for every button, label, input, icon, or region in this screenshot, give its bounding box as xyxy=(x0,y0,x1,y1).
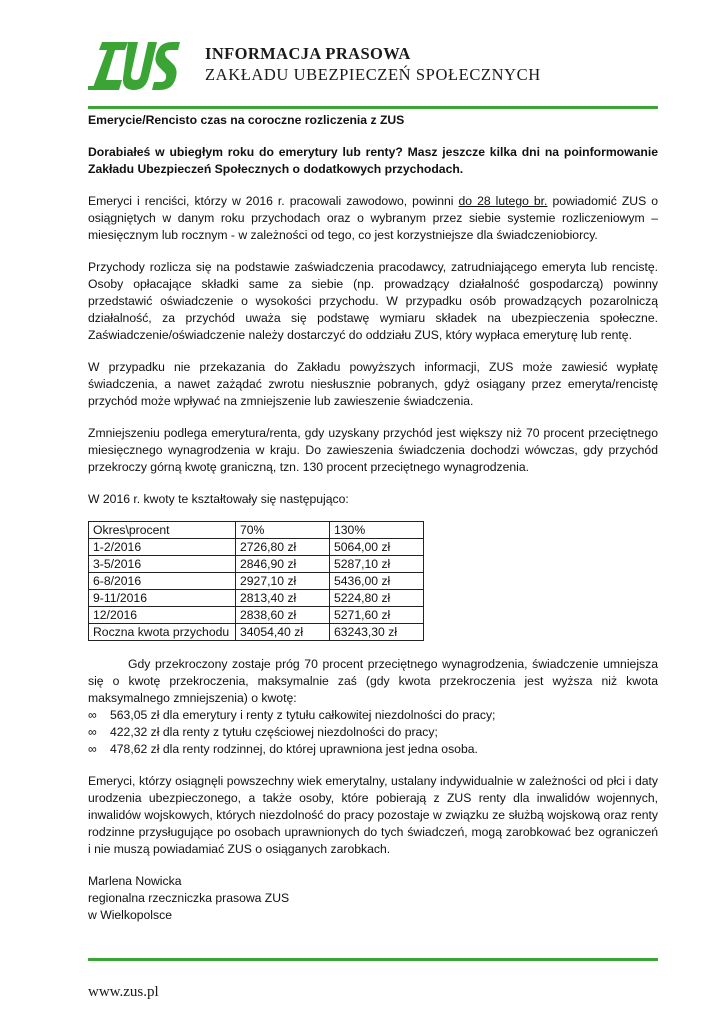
list-item-text: 422,32 zł dla renty z tytułu częściowej niezdolności do pracy; xyxy=(110,725,438,739)
table-cell: 3-5/2016 xyxy=(89,556,236,573)
article-lead: Dorabiałeś w ubiegłym roku do emerytury lub renty? Masz jeszcze kilka dni na poinformowanie Zakładu Ubezpieczeń Społecznych o dodatkowych przychodach. xyxy=(88,145,658,176)
infinity-bullet-icon: ∞ xyxy=(88,725,97,739)
table-cell: 5436,00 zł xyxy=(330,573,424,590)
table-cell: 1-2/2016 xyxy=(89,539,236,556)
footer-website: www.zus.pl xyxy=(88,984,159,1000)
table-row xyxy=(89,624,424,641)
paragraph-thresholds: Zmniejszeniu podlega emerytura/renta, gdy uzyskany przychód jest większy niż 70 procent przeciętnego miesięcznego wynagrodzenia w kraju. Do zawieszenia świadczenia dochodzi wówczas, gdy przychód przekroczy górną kwotę graniczną, tzn. 130 procent przeciętnego wynagrodzenia. xyxy=(88,426,658,474)
list-item-text: 478,62 zł dla renty rodzinnej, do której uprawniona jest jedna osoba. xyxy=(110,742,478,756)
table-cell: 2838,60 zł xyxy=(236,607,330,624)
header-subtitle: ZAKŁADU UBEZPIECZEŃ SPOŁECZNYCH xyxy=(205,65,541,84)
table-cell: 2813,40 zł xyxy=(236,590,330,607)
list-item-text: 563,05 zł dla emerytury i renty z tytułu całkowitej niezdolności do pracy; xyxy=(110,708,496,722)
table-header-cell: 70% xyxy=(236,522,330,539)
table-row xyxy=(89,573,424,590)
income-limits-table xyxy=(88,521,424,641)
infinity-bullet-icon: ∞ xyxy=(88,742,97,756)
header xyxy=(88,40,658,108)
table-row xyxy=(89,539,424,556)
paragraph-exemptions: Emeryci, którzy osiągnęli powszechny wiek emerytalny, ustalany indywidualnie w zależności od płci i daty urodzenia ubezpieczonego, a także osoby, które pobierają z ZUS renty dla inwalidów wojennych, inwalidów wojskowych, których niezdolność do pracy pozostaje w związku ze służbą wojskową oraz renty rodzinne przysługujące po osobach uprawnionych do tych świadczeń, mogą zarobkować bez ograniczeń i nie muszą powiadamiać ZUS o osiąganych zarobkach. xyxy=(88,774,658,856)
zus-logo xyxy=(88,40,184,92)
paragraph-deadline xyxy=(88,193,658,244)
article xyxy=(88,112,658,924)
paragraph-table-intro: W 2016 r. kwoty te kształtowały się następująco: xyxy=(88,492,349,506)
table-header-row xyxy=(89,522,424,539)
table-cell: Roczna kwota przychodu xyxy=(89,624,236,641)
table-cell: 5271,60 zł xyxy=(330,607,424,624)
table-cell: 6-8/2016 xyxy=(89,573,236,590)
table-cell: 9-11/2016 xyxy=(89,590,236,607)
paragraph-text: Emeryci i renciści, którzy w 2016 r. pracowali zawodowo, powinni xyxy=(88,194,459,208)
list-item xyxy=(88,741,658,758)
table-cell: 2927,10 zł xyxy=(236,573,330,590)
article-title: Emerycie/Rencisto czas na coroczne rozliczenia z ZUS xyxy=(88,113,405,127)
table-cell: 5224,80 zł xyxy=(330,590,424,607)
table-cell: 34054,40 zł xyxy=(236,624,330,641)
table-row xyxy=(89,556,424,573)
table-cell: 5287,10 zł xyxy=(330,556,424,573)
paragraph-documents: Przychody rozlicza się na podstawie zaświadczenia pracodawcy, zatrudniającego emeryta lub rencistę. Osoby opłacające składki same za siebie (np. prowadzący działalność gospodarczą) powinny przedstawić oświadczenie o wysokości przychodu. W przypadku osób prowadzących pozarolniczą działalność, za przychód uważa się podstawę wymiaru składek na ubezpieczenia społeczne. Zaświadczenie/oświadczenie należy dostarczyć do oddziału ZUS, który wypłaca emeryturę lub rentę. xyxy=(88,260,658,342)
table-header-cell: 130% xyxy=(330,522,424,539)
signature-region: w Wielkopolsce xyxy=(88,908,172,922)
paragraph-text: powiadomić ZUS o osiągniętych w danym roku przychodach oraz o wybranym przez siebie systemie rozliczeniowym – miesięcznym lub rocznym - w zależności od tego, co jest korzystniejsze dla świadczeniobiorcy. xyxy=(88,194,658,242)
signature-role: regionalna rzeczniczka prasowa ZUS xyxy=(88,891,290,905)
reduction-amounts-list xyxy=(88,707,658,758)
list-item xyxy=(88,707,658,724)
table-cell: 2726,80 zł xyxy=(236,539,330,556)
header-title: INFORMACJA PRASOWA xyxy=(205,44,411,63)
table-row xyxy=(89,607,424,624)
signature-block xyxy=(88,873,658,924)
list-item xyxy=(88,724,658,741)
table-cell: 2846,90 zł xyxy=(236,556,330,573)
header-divider xyxy=(88,106,658,109)
table-row xyxy=(89,590,424,607)
table-cell: 5064,00 zł xyxy=(330,539,424,556)
table-cell: 63243,30 zł xyxy=(330,624,424,641)
infinity-bullet-icon: ∞ xyxy=(88,708,97,722)
paragraph-reduction: Gdy przekroczony zostaje próg 70 procent przeciętnego wynagrodzenia, świadczenie umniejsza się o kwotę przekroczenia, maksymalnie zaś (gdy kwota przekroczenia jest wyższa niż kwota maksymalnego zmniejszenia) o kwotę: xyxy=(88,657,658,705)
table-header-cell: Okres\procent xyxy=(89,522,236,539)
signature-name: Marlena Nowicka xyxy=(88,874,182,888)
footer-divider xyxy=(88,958,658,961)
table-cell: 12/2016 xyxy=(89,607,236,624)
paragraph-consequences: W przypadku nie przekazania do Zakładu powyższych informacji, ZUS może zawiesić wypłatę świadczenia, a nawet zażądać zwrotu niesłusznie pobranych, gdyż osiągany przez emeryta/rencistę przychód może wpływać na zmniejszenie lub zawieszenie świadczenia. xyxy=(88,360,658,408)
deadline-date: do 28 lutego br. xyxy=(458,194,548,208)
